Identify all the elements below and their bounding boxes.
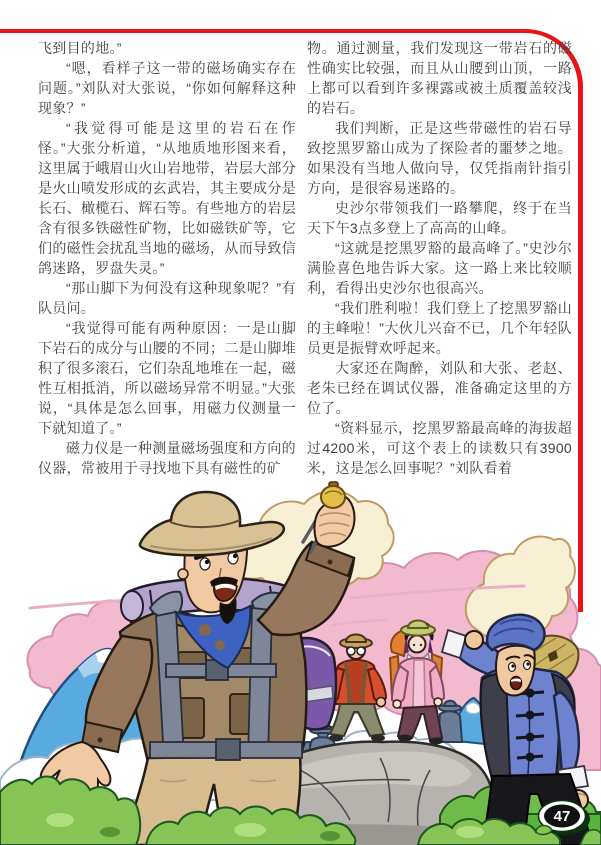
page-number: 47 [553,808,571,825]
belt-buckle [216,739,240,760]
text-column-left [38,38,296,478]
paragraph: 大家还在陶醉，刘队和大张、老赵、老朱已经在调试仪器，准备确定这里的方位了。 [307,360,572,416]
paragraph: 磁力仪是一种测量磁场强度和方向的仪器，常被用于寻找地下具有磁性的矿 [38,440,296,476]
article-text [38,38,572,478]
compass [321,486,345,508]
paragraph: “我觉得可能是这里的岩石在作怪。”大张分析道，“从地质地形图来看，这里属于峨眉山火山岩地带，岩层大部分是火山喷发形成的玄武岩，其主要成分是长石、橄榄石、辉石等。有些地方的岩层含有很多铁磁性矿物，比如磁铁矿等，它们的磁性会扰乱当地的磁场，从而导致信鸽迷路，罗盘失灵。” [38,120,296,276]
illustration-mountain-scene [0,440,601,845]
paragraph: 我们判断，正是这些带磁性的岩石导致挖黑罗豁山成为了探险者的噩梦之地。如果没有当地人做向导，仅凭指南针指引方向，是很容易迷路的。 [307,120,572,196]
paragraph: 物。通过测量，我们发现这一带岩石的磁性确实比较强，而且从山腰到山顶，一路上都可以看到许多裸露或被土质覆盖较浅的岩石。 [307,40,572,116]
paragraph: 史沙尔带领我们一路攀爬，终于在当天下午3点多登上了高高的山峰。 [307,200,572,236]
paragraph: “我们胜利啦！我们登上了挖黑罗豁山的主峰啦！”大伙儿兴奋不已，几个年轻队员更是振臂欢呼起来。 [307,300,572,356]
worried-mouth [511,677,522,690]
paragraph: “嗯，看样子这一带的磁场确实存在问题。”刘队对大张说，“你如何解释这种现象？” [38,60,296,116]
glasses [347,647,355,655]
paragraph: “这就是挖黑罗豁的最高峰了。”史沙尔满脸喜色地告诉大家。这一路上来比较顺利，看得出史沙尔也很高兴。 [307,240,572,296]
paragraph: “资料显示，挖黑罗豁最高峰的海拔超过4200米，可这个表上的读数只有3900米，这是怎么回事呢？”刘队看着 [307,420,572,476]
paragraph: “我觉得可能有两种原因：一是山脚下岩石的成分与山腰的不同；二是山脚堆积了很多滚石，它们杂乱地堆在一起，磁性互相抵消，所以磁场异常不明显。”大张说，“具体是怎么回事，用磁力仪测量一下就知道了。” [38,320,296,436]
explorer-hat [140,492,284,555]
paragraph: “那山脚下为何没有这种现象呢？”有队员问。 [38,280,296,316]
paragraph: 飞到目的地。” [38,40,122,56]
text-column-right [307,38,572,478]
